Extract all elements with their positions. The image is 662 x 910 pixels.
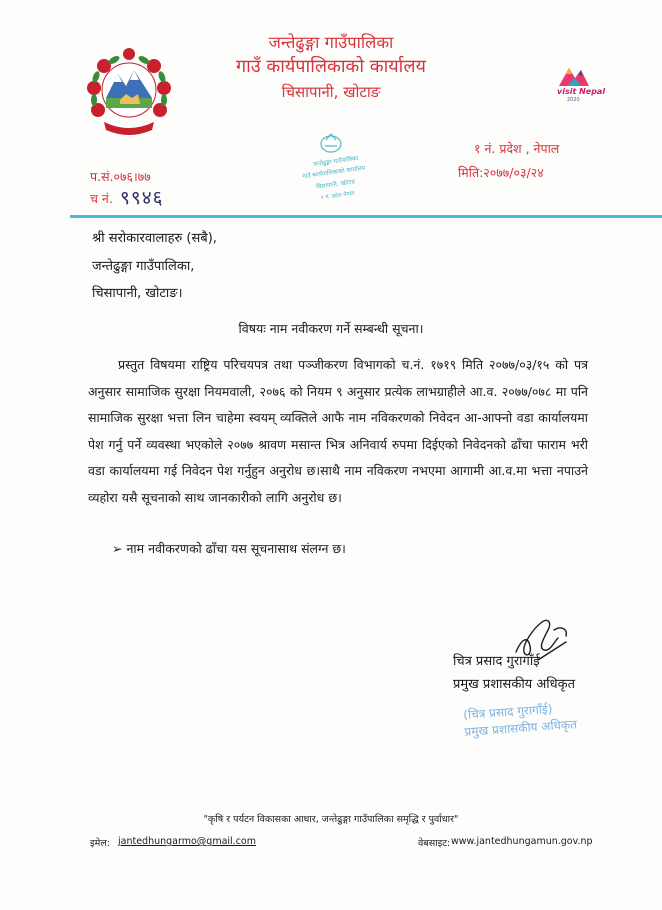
letter-body: प्रस्तुत विषयमा राष्ट्रिय परिचयपत्र तथा पञ्जीकरण विभागको च.नं. १७१९ मिति २०७७/०३/१५ को पत्र अनुसार सामाजिक सुरक्षा नियमवाली, २०७६ को नियम ९ अनुसार प्रत्येक लाभग्राहीले आ.व. २०७७/०७८ मा पनि सामाजिक सुरक्षा भत्ता लिन चाहेमा स्वयम् व्यक्तिले आफै नाम नविकरणको निवेदन आ-आफ्नो वडा कार्यालयमा पेश गर्नु पर्ने व्यवस्था भएकोले २०७७ श्रावण मसान्त भित्र अनिवार्य रुपमा दिईएको निवेदनको ढाँचा फाराम भरी वडा कार्यालयमा गई निवेदन पेश गर्नुहुन अनुरोध छ।साथै नाम नविकरण नभएमा आगामी आ.व.मा भत्ता नपाउने व्यहोरा यसै सूचनाको साथ जानकारीको लागि अनुरोध छ। bbox=[88, 357, 588, 505]
recipient-line-3: चिसापानी, खोटाङ। bbox=[92, 286, 183, 301]
visit-nepal-logo-text: visit Nepal bbox=[557, 87, 606, 96]
seal-line-1: (चित्र प्रसाद गुरागाँई) bbox=[462, 701, 553, 723]
stamp-line-1: जन्तेढुङ्गा गाउँपालिका bbox=[312, 154, 359, 169]
attachment-note: ➢ नाम नवीकरणको ढाँचा यस सूचनासाथ संलग्न छ। bbox=[112, 541, 346, 556]
visit-nepal-logo-year: 2020 bbox=[567, 97, 580, 103]
signatory-name: चित्र प्रसाद गुरागाँई bbox=[453, 654, 540, 669]
header-divider bbox=[70, 215, 662, 218]
recipient-line-2: जन्तेढुङ्गा गाउँपालिका, bbox=[92, 259, 195, 274]
footer-website-label: वेबसाइट: bbox=[418, 838, 451, 849]
stamp-line-2: गाउँ कार्यपालिकाको कार्यालय bbox=[301, 164, 366, 181]
letter-date: मिति:२०७७/०३/२४ bbox=[458, 165, 544, 180]
chalani-number: ९९४६ bbox=[120, 187, 164, 209]
reference-number: प.सं.०७६।७७ bbox=[90, 169, 151, 184]
stamp-line-3: चिसापानी, खोटाङ bbox=[315, 178, 356, 191]
seal-line-2: प्रमुख प्रशासकीय अधिकृत bbox=[464, 717, 578, 740]
footer-motto: "कृषि र पर्यटन विकासका आधार, जन्तेढुङ्गा गाउँपालिका समृद्धि र पुर्वाधार" bbox=[203, 814, 459, 825]
footer-website-link[interactable]: www.jantedhungamun.gov.np bbox=[451, 836, 593, 847]
signatory-seal bbox=[463, 697, 610, 747]
recipient-line-1: श्री सरोकारवालाहरु (सबै), bbox=[92, 231, 217, 246]
footer-email-link[interactable]: jantedhungarmo@gmail.com bbox=[118, 836, 256, 847]
header-location: चिसापानी, खोटाङ bbox=[281, 83, 381, 101]
footer-email-label: इमेल: bbox=[90, 838, 110, 849]
chalani-label: च नं. bbox=[90, 191, 113, 206]
letter-subject: विषयः नाम नवीकरण गर्ने सम्बन्धी सूचना। bbox=[238, 321, 424, 336]
header-municipality-name: जन्तेढुङ्गा गाउँपालिका bbox=[268, 33, 394, 52]
header-province: १ नं. प्रदेश , नेपाल bbox=[474, 141, 560, 156]
signatory-title: प्रमुख प्रशासकीय अधिकृत bbox=[453, 677, 576, 692]
header-office-name: गाउँ कार्यपालिकाको कार्यालय bbox=[236, 56, 426, 77]
office-stamp bbox=[276, 130, 386, 210]
stamp-line-4: १ नं. प्रदेश नेपाल bbox=[320, 190, 356, 202]
